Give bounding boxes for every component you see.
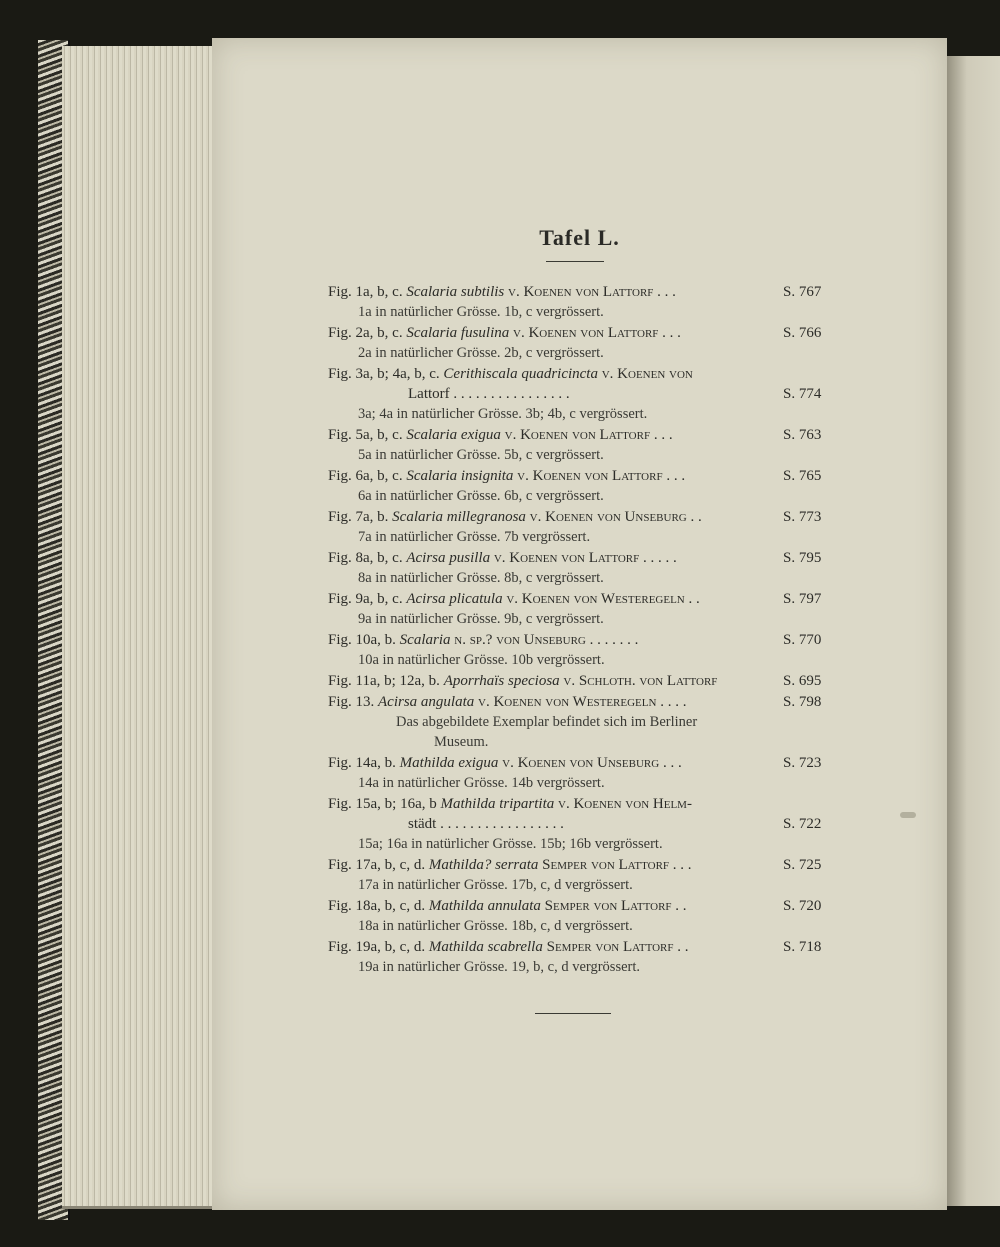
figure-entry-continuation (408, 816, 564, 833)
figure-caption (358, 529, 590, 546)
page-number: S. 797 (783, 591, 822, 607)
page-title: Tafel L. (539, 225, 620, 250)
species-author: v. Koenen von Helm- (558, 796, 692, 812)
species-name: Acirsa plicatula (406, 591, 503, 607)
figure-number: Fig. 17a, b, c, d. (328, 857, 426, 873)
species-name: Scalaria insignita (406, 468, 514, 484)
species-name: Scalaria exigua (406, 427, 501, 443)
continuation-text: städt . . . . . . . . . . . . . . . . . (408, 816, 564, 832)
figure-caption (358, 304, 604, 321)
species-name: Cerithiscala quadricincta (443, 366, 598, 382)
species-author: v. Koenen von Lattorf (493, 550, 640, 566)
species-author: Semper von Lattorf (544, 898, 672, 914)
page-number: S. 774 (783, 386, 822, 402)
page-number: S. 767 (783, 284, 822, 300)
page-number: S. 725 (783, 857, 822, 873)
figure-number: Fig. 8a, b, c. (328, 550, 403, 566)
figure-number: Fig. 9a, b, c. (328, 591, 403, 607)
species-author: v. Koenen von (601, 366, 693, 382)
caption-text: 17a in natürlicher Grösse. 17b, c, d vergrössert. (358, 877, 633, 893)
figure-entry (328, 550, 677, 567)
figure-entry (328, 284, 676, 301)
figure-entry (328, 694, 686, 711)
leader-dots: . . . (662, 755, 682, 771)
species-name: Mathilda? serrata (428, 857, 539, 873)
figure-entry (328, 366, 693, 383)
figure-number: Fig. 6a, b, c. (328, 468, 403, 484)
page-number: S. 770 (783, 632, 822, 648)
figure-entry (328, 468, 685, 485)
book-page (212, 38, 947, 1210)
figure-entry (328, 939, 688, 956)
species-name: Scalaria fusulina (406, 325, 510, 341)
species-author: v. Koenen von Unseburg (502, 755, 660, 771)
leader-dots: . . . . (660, 694, 687, 710)
leader-dots: . . (688, 591, 700, 607)
caption-text: Das abgebildete Exemplar befindet sich im Berliner (396, 714, 698, 730)
continuation-text: Lattorf . . . . . . . . . . . . . . . . (408, 386, 570, 402)
figure-number: Fig. 3a, b; 4a, b, c. (328, 366, 440, 382)
page-reference (783, 325, 821, 342)
figure-caption (358, 406, 647, 423)
caption-text: Museum. (434, 734, 489, 750)
species-author: v. Koenen von Lattorf (508, 284, 654, 300)
species-name: Scalaria subtilis (406, 284, 505, 300)
smudge-mark (900, 812, 916, 818)
caption-text: 8a in natürlicher Grösse. 8b, c vergrössert. (358, 570, 604, 586)
page-reference (783, 386, 821, 403)
figure-number: Fig. 11a, b; 12a, b. (328, 673, 440, 689)
species-author: v. Koenen von Unseburg (529, 509, 687, 525)
page-reference (783, 694, 821, 711)
leader-dots: . . . (672, 857, 692, 873)
figure-entry (328, 632, 638, 649)
figure-entry (328, 673, 717, 690)
page-number: S. 720 (783, 898, 822, 914)
species-name: Acirsa angulata (378, 694, 475, 710)
figure-number: Fig. 5a, b, c. (328, 427, 403, 443)
page-reference (783, 591, 821, 608)
page-number: S. 773 (783, 509, 822, 525)
caption-text: 19a in natürlicher Grösse. 19, b, c, d vergrössert. (358, 959, 641, 975)
caption-text: 14a in natürlicher Grösse. 14b vergrössert. (358, 775, 605, 791)
figure-entry (328, 857, 692, 874)
page-reference (783, 427, 821, 444)
page-reference (783, 509, 821, 526)
figure-number: Fig. 1a, b, c. (328, 284, 403, 300)
species-author: v. Koenen von Lattorf (513, 325, 659, 341)
figure-caption (358, 345, 604, 362)
species-author: n. sp.? von Unseburg (454, 632, 586, 648)
figure-caption (358, 652, 605, 669)
leader-dots: . . (677, 939, 689, 955)
page-number: S. 718 (783, 939, 822, 955)
species-author: v. Schloth. von Lattorf (563, 673, 718, 689)
page-edges (62, 46, 214, 1209)
figure-number: Fig. 13. (328, 694, 375, 710)
figure-number: Fig. 7a, b. (328, 509, 389, 525)
page-number: S. 763 (783, 427, 822, 443)
species-name: Mathilda exigua (399, 755, 499, 771)
figure-entry (328, 427, 673, 444)
figure-caption (358, 877, 633, 894)
species-name: Scalaria millegranosa (392, 509, 526, 525)
figure-caption (358, 959, 640, 976)
figure-caption (358, 447, 604, 464)
leader-dots: . . . (653, 427, 673, 443)
figure-number: Fig. 14a, b. (328, 755, 396, 771)
caption-text: 3a; 4a in natürlicher Grösse. 3b; 4b, c vergrössert. (358, 406, 648, 422)
species-name: Mathilda annulata (428, 898, 541, 914)
caption-text: 6a in natürlicher Grösse. 6b, c vergrössert. (358, 488, 604, 504)
figure-caption (358, 611, 604, 628)
page-number: S. 766 (783, 325, 822, 341)
species-author: v. Koenen von Lattorf (517, 468, 663, 484)
title-rule (546, 261, 604, 262)
species-name: Aporrhaïs speciosa (443, 673, 560, 689)
page-number: S. 765 (783, 468, 822, 484)
figure-number: Fig. 18a, b, c, d. (328, 898, 426, 914)
caption-text: 7a in natürlicher Grösse. 7b vergrössert. (358, 529, 591, 545)
page-reference (783, 468, 821, 485)
figure-caption (396, 714, 697, 731)
page-reference (783, 673, 821, 690)
figure-entry (328, 591, 700, 608)
species-name: Acirsa pusilla (406, 550, 491, 566)
figure-caption (358, 775, 605, 792)
caption-text: 15a; 16a in natürlicher Grösse. 15b; 16b vergrössert. (358, 836, 663, 852)
page-number: S. 722 (783, 816, 822, 832)
figure-entry (328, 796, 692, 813)
page-number: S. 695 (783, 673, 822, 689)
figure-entry-continuation (408, 386, 570, 403)
figure-caption (358, 836, 663, 853)
facing-page-edge (945, 56, 1000, 1206)
caption-text: 2a in natürlicher Grösse. 2b, c vergrössert. (358, 345, 604, 361)
species-author: v. Koenen von Westeregeln (478, 694, 657, 710)
leader-dots: . . . . . . . (589, 632, 639, 648)
species-name: Mathilda tripartita (440, 796, 555, 812)
page-reference (783, 755, 821, 772)
figure-number: Fig. 10a, b. (328, 632, 396, 648)
leader-dots: . . . (666, 468, 686, 484)
leader-dots: . . . . . (643, 550, 677, 566)
species-author: v. Koenen von Westeregeln (506, 591, 685, 607)
leader-dots: . . (690, 509, 702, 525)
leader-dots: . . (675, 898, 687, 914)
figure-entry (328, 325, 681, 342)
figure-number: Fig. 15a, b; 16a, b (328, 796, 437, 812)
species-name: Scalaria (399, 632, 451, 648)
page-reference (783, 284, 821, 301)
figure-entry (328, 898, 687, 915)
page-number: S. 723 (783, 755, 822, 771)
page-reference (783, 939, 821, 956)
caption-text: 1a in natürlicher Grösse. 1b, c vergrössert. (358, 304, 604, 320)
figure-caption (358, 918, 633, 935)
caption-text: 9a in natürlicher Grösse. 9b, c vergrössert. (358, 611, 604, 627)
species-author: Semper von Lattorf (546, 939, 674, 955)
page-reference (783, 816, 821, 833)
species-author: Semper von Lattorf (542, 857, 670, 873)
page-reference (783, 632, 821, 649)
page-reference (783, 857, 821, 874)
page-number: S. 795 (783, 550, 822, 566)
page-reference (783, 550, 821, 567)
figure-caption (358, 488, 604, 505)
page-reference (783, 898, 821, 915)
caption-text: 18a in natürlicher Grösse. 18b, c, d vergrössert. (358, 918, 633, 934)
species-name: Mathilda scabrella (428, 939, 543, 955)
figure-caption (358, 570, 604, 587)
caption-text: 10a in natürlicher Grösse. 10b vergrössert. (358, 652, 605, 668)
leader-dots: . . . (657, 284, 676, 300)
figure-number: Fig. 2a, b, c. (328, 325, 403, 341)
figure-caption-continued (434, 734, 488, 751)
leader-dots: . . . (662, 325, 681, 341)
caption-text: 5a in natürlicher Grösse. 5b, c vergrössert. (358, 447, 604, 463)
page-number: S. 798 (783, 694, 822, 710)
figure-entry (328, 755, 682, 772)
figure-entry (328, 509, 702, 526)
bottom-rule (535, 1013, 611, 1014)
species-author: v. Koenen von Lattorf (504, 427, 651, 443)
figure-number: Fig. 19a, b, c, d. (328, 939, 426, 955)
